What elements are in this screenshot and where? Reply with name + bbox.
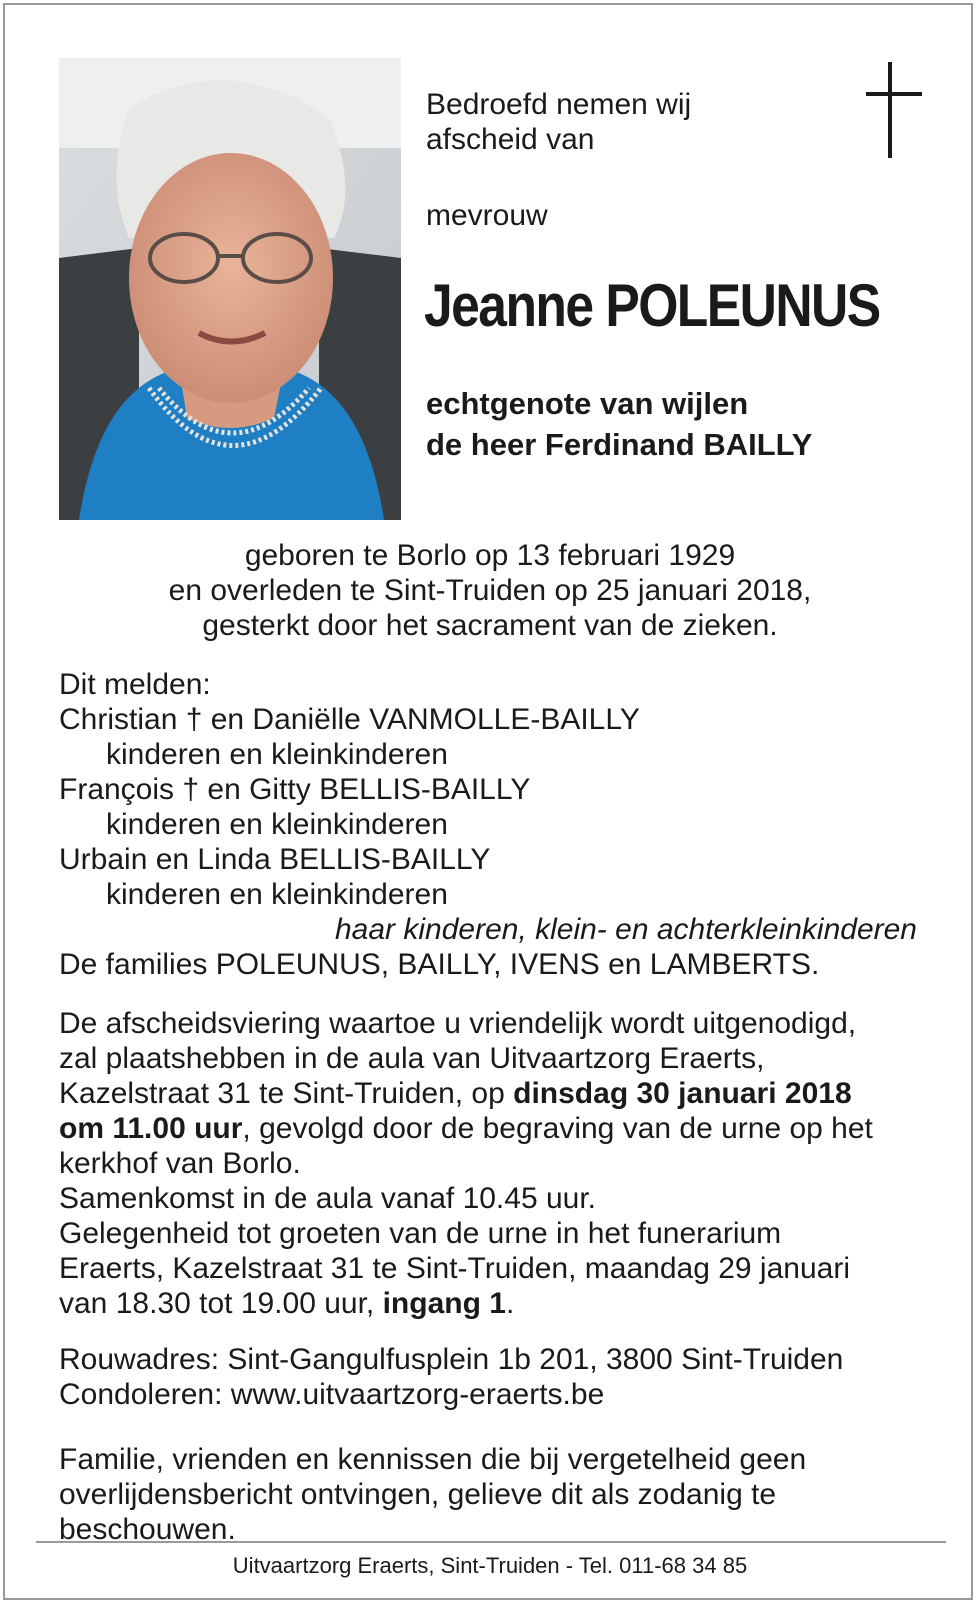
- ceremony-text: , gevolgd door de begraving van de urne op het: [242, 1112, 873, 1145]
- ceremony-time: om 11.00 uur: [59, 1112, 243, 1145]
- spouse-line: echtgenote van wijlen: [426, 386, 749, 421]
- birth-line: geboren te Borlo op 13 februari 1929: [244, 539, 736, 572]
- portrait-photo: [59, 58, 401, 520]
- family-member: Urbain en Linda BELLIS-BAILLY: [59, 843, 491, 876]
- ceremony-line: [59, 1111, 873, 1146]
- ceremony-date: dinsdag 30 januari 2018: [513, 1077, 852, 1110]
- ceremony-text: Kazelstraat 31 te Sint-Truiden, op: [59, 1077, 514, 1110]
- intro-line: afscheid van: [426, 123, 595, 156]
- closing-line: Familie, vrienden en kennissen die bij vergetelheid geen: [59, 1443, 807, 1476]
- ceremony-line: zal plaatshebben in de aula van Uitvaartzorg Eraerts,: [59, 1042, 765, 1075]
- family-member-sub: kinderen en kleinkinderen: [106, 808, 448, 841]
- family-heading: Dit melden:: [59, 668, 211, 701]
- ceremony-line: kerkhof van Borlo.: [59, 1147, 301, 1180]
- closing-line: beschouwen.: [59, 1513, 236, 1546]
- visitation-end: .: [505, 1287, 515, 1320]
- sacrament-line: gesterkt door het sacrament van de zieken.: [202, 609, 778, 642]
- visitation-line: Gelegenheid tot groeten van de urne in het funerarium: [59, 1217, 782, 1250]
- family-member: François † en Gitty BELLIS-BAILLY: [59, 773, 531, 806]
- footer-divider: [36, 1541, 946, 1543]
- spouse-line: de heer Ferdinand BAILLY: [426, 427, 813, 462]
- intro-text: [426, 87, 691, 157]
- visitation-text: van 18.30 tot 19.00 uur,: [59, 1287, 383, 1320]
- ceremony-line: De afscheidsviering waartoe u vriendelijk wordt uitgenodigd,: [59, 1007, 857, 1040]
- closing-line: overlijdensbericht ontvingen, gelieve dit als zodanig te: [59, 1478, 777, 1511]
- visitation-line: Eraerts, Kazelstraat 31 te Sint-Truiden, maandag 29 januari: [59, 1252, 850, 1285]
- mourning-address: Rouwadres: Sint-Gangulfusplein 1b 201, 3800 Sint-Truiden: [59, 1343, 844, 1376]
- gathering-line: Samenkomst in de aula vanaf 10.45 uur.: [59, 1182, 597, 1215]
- family-member: Christian † en Daniëlle VANMOLLE-BAILLY: [59, 703, 640, 736]
- latin-cross-icon: [864, 62, 924, 158]
- intro-line: Bedroefd nemen wij: [426, 88, 692, 121]
- families-line: De families POLEUNUS, BAILLY, IVENS en LAMBERTS.: [59, 948, 820, 981]
- condolence-url: Condoleren: www.uitvaartzorg-eraerts.be: [59, 1378, 605, 1411]
- closing-block: [59, 1442, 806, 1547]
- birth-death-block: [0, 538, 980, 643]
- ceremony-block: [59, 1006, 873, 1321]
- death-line: en overleden te Sint-Truiden op 25 januari 2018,: [168, 574, 812, 607]
- family-block: [59, 667, 917, 982]
- spouse-text: [426, 383, 812, 465]
- grandchildren-line: haar kinderen, klein- en achterkleinkinderen: [334, 913, 917, 946]
- entrance-label: ingang 1: [382, 1287, 506, 1320]
- visitation-line: [59, 1286, 873, 1321]
- footer-text: Uitvaartzorg Eraerts, Sint-Truiden - Tel. 011-68 34 85: [232, 1553, 748, 1578]
- family-member-sub: kinderen en kleinkinderen: [106, 878, 448, 911]
- contact-block: [59, 1342, 843, 1412]
- family-member-sub: kinderen en kleinkinderen: [106, 738, 448, 771]
- deceased-name: Jeanne POLEUNUS: [424, 272, 880, 339]
- title-mevrouw: mevrouw: [426, 199, 548, 232]
- ceremony-line: [59, 1076, 873, 1111]
